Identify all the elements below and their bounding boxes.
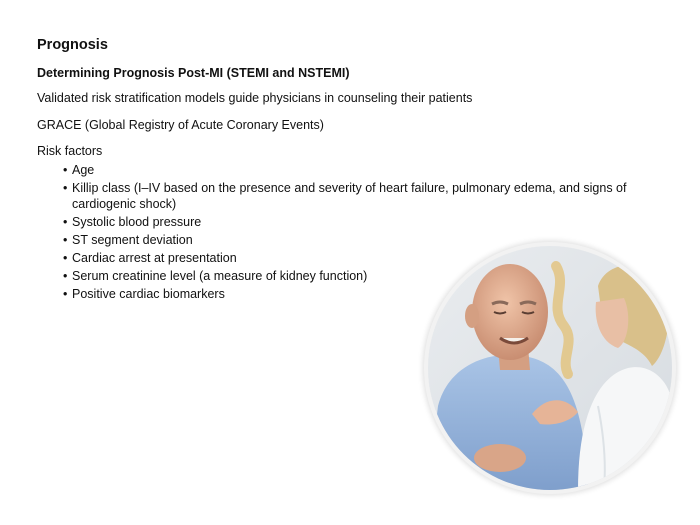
list-item: • Cardiac arrest at presentation [63, 250, 663, 266]
doctor-patient-photo [428, 246, 672, 490]
list-item: • Age [63, 162, 663, 178]
list-item: • ST segment deviation [63, 232, 663, 248]
list-item: • Systolic blood pressure [63, 214, 663, 230]
slide-subtitle: Determining Prognosis Post-MI (STEMI and NSTEMI) [37, 66, 350, 80]
grace-paragraph: GRACE (Global Registry of Acute Coronary Events) [37, 118, 324, 132]
intro-paragraph: Validated risk stratification models guide physicians in counseling their patients [37, 91, 473, 105]
list-item: • Positive cardiac biomarkers [63, 286, 663, 302]
list-item: • Killip class (I–IV based on the presence and severity of heart failure, pulmonary edema, and signs of cardiogenic shock) [63, 180, 663, 212]
slide-title: Prognosis [37, 37, 108, 53]
list-item: • Serum creatinine level (a measure of kidney function) [63, 268, 663, 284]
risk-factors-heading: Risk factors [37, 144, 103, 158]
